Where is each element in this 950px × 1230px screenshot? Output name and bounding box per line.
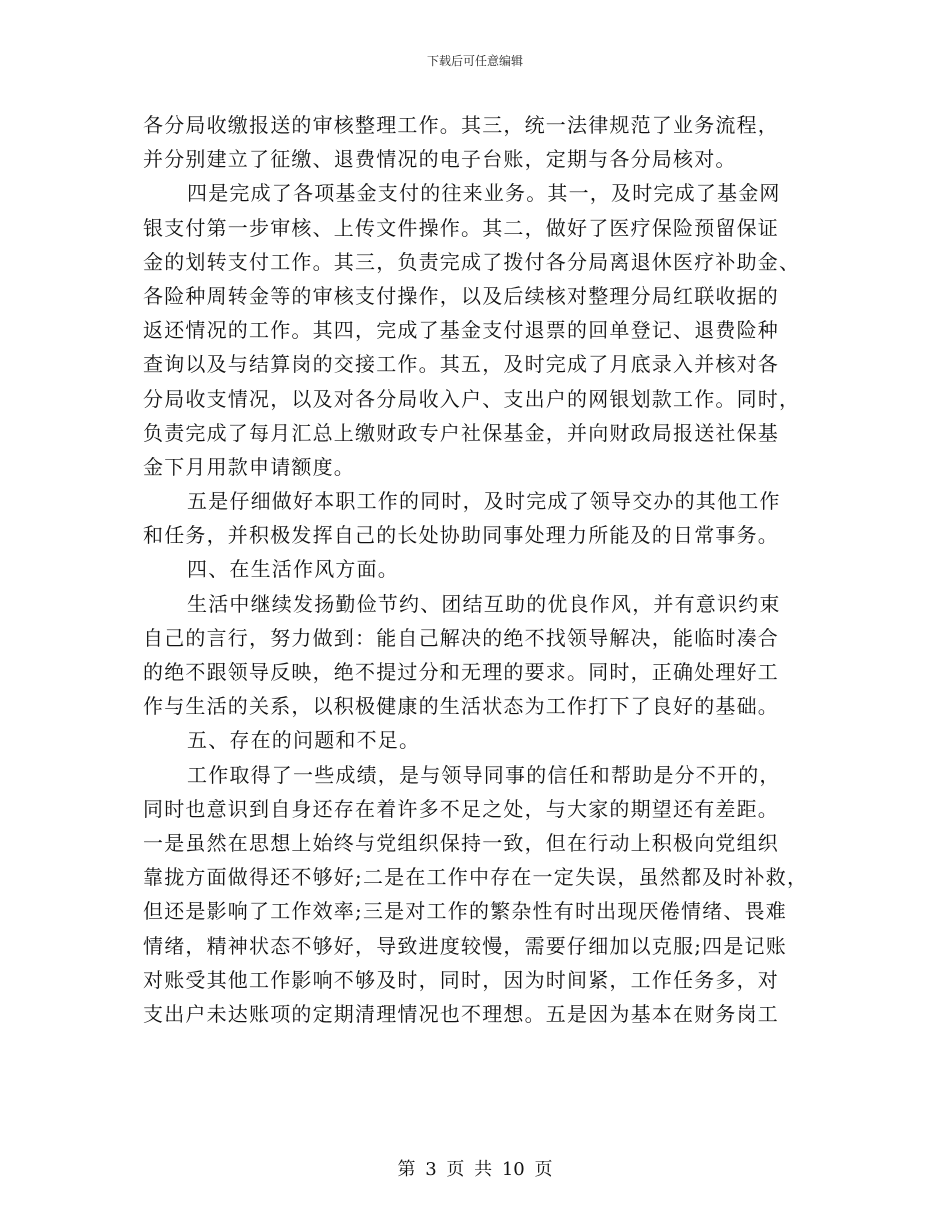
text-line: 五、存在的问题和不足。 — [187, 728, 421, 753]
text-line: 各险种周转金等的审核支付操作，以及后续核对整理分局红联收据的 — [143, 283, 779, 308]
text-line: 各分局收缴报送的审核整理工作。其三，统一法律规范了业务流程， — [143, 113, 779, 137]
text-line: 四、在生活作风方面。 — [187, 557, 399, 582]
text-line: 的绝不跟领导反映，绝不提过分和无理的要求。同时，正确处理好工 — [143, 660, 779, 684]
text-line: 四是完成了各项基金支付的往来业务。其一，及时完成了基金网 — [187, 181, 781, 206]
text-line: 但还是影响了工作效率;三是对工作的繁杂性有时出现厌倦情绪、畏难 — [143, 899, 787, 924]
text-line: 五是仔细做好本职工作的同时，及时完成了领导交办的其他工作 — [187, 489, 781, 514]
text-line: 负责完成了每月汇总上缴财政专户社保基金，并向财政局报送社保基 — [143, 420, 779, 445]
text-line: 和任务，并积极发挥自己的长处协助同事处理力所能及的日常事务。 — [143, 523, 779, 548]
text-line: 返还情况的工作。其四，完成了基金支付退票的回单登记、退费险种 — [143, 318, 779, 343]
text-line: 自己的言行，努力做到：能自己解决的绝不找领导解决，能临时凑合 — [143, 625, 779, 650]
text-line: 对账受其他工作影响不够及时，同时，因为时间紧，工作任务多，对 — [143, 967, 779, 992]
text-line: 查询以及与结算岗的交接工作。其五，及时完成了月底录入并核对各 — [143, 352, 779, 377]
text-line: 支出户未达账项的定期清理情况也不理想。五是因为基本在财务岗工 — [143, 1001, 779, 1026]
text-line: 靠拢方面做得还不够好;二是在工作中存在一定失误，虽然都及时补救， — [143, 865, 809, 890]
text-line: 工作取得了一些成绩，是与领导同事的信任和帮助是分不开的， — [187, 762, 781, 787]
text-line: 银支付第一步审核、上传文件操作。其二，做好了医疗保险预留保证 — [143, 215, 779, 240]
text-line: 并分别建立了征缴、退费情况的电子台账，定期与各分局核对。 — [143, 147, 737, 172]
text-line: 作与生活的关系，以积极健康的生活状态为工作打下了良好的基础。 — [143, 694, 779, 719]
document-body — [143, 108, 823, 1031]
text-line: 金下月用款申请额度。 — [143, 454, 355, 479]
text-line: 分局收支情况，以及对各分局收入户、支出户的网银划款工作。同时， — [143, 386, 801, 411]
text-line: 生活中继续发扬勤俭节约、团结互助的优良作风，并有意识约束 — [187, 591, 781, 616]
text-line: 一是虽然在思想上始终与党组织保持一致，但在行动上积极向党组织 — [143, 830, 779, 855]
text-line: 金的划转支付工作。其三，负责完成了拨付各分局离退休医疗补助金、 — [143, 249, 801, 274]
page-header: 下载后可任意编辑 — [426, 54, 523, 68]
text-line: 情绪，精神状态不够好，导致进度较慢，需要仔细加以克服;四是记账 — [143, 933, 787, 958]
text-line: 同时也意识到自身还存在着许多不足之处，与大家的期望还有差距。 — [143, 796, 779, 821]
page-footer: 第 3 页 共 10 页 — [397, 1159, 553, 1180]
